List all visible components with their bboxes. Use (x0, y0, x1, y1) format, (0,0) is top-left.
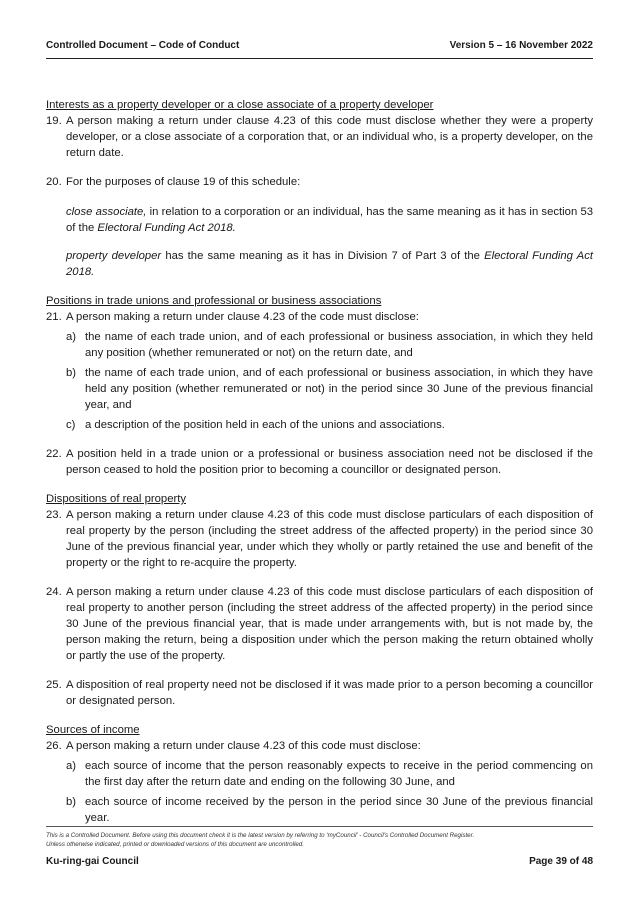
clause-text: A position held in a trade union or a professional or business association need not be disclosed if the person ceased to hold the position prior to becoming a councillor or designated person. (66, 448, 593, 476)
clause-21-items (66, 329, 593, 433)
item-text: the name of each trade union, and of each professional or business association, in which they have held any position (whether remunerated or not) in the period since 30 June of the previous financial year, and (85, 367, 593, 411)
item-letter: a) (66, 760, 77, 772)
clause-number: 26. (46, 740, 62, 752)
clause-text: A person making a return under clause 4.23 of this code must disclose whether they were a property developer, or a close associate of a corporation that, or an individual who, is a property developer, on the return date. (66, 115, 593, 159)
item-text: each source of income received by the person in the period since 30 June of the previous financial year. (85, 796, 593, 824)
definition-close-associate (66, 204, 593, 236)
section-sources-of-income (46, 722, 593, 826)
section-heading: Sources of income (46, 724, 140, 736)
clause-text: For the purposes of clause 19 of this schedule: (66, 176, 301, 188)
clause-number: 25. (46, 679, 62, 691)
item-text: a description of the position held in each of the unions and associations. (85, 419, 445, 431)
clause-20 (46, 174, 593, 190)
page-footer (46, 856, 593, 867)
clause-25 (46, 677, 593, 709)
clause-number: 23. (46, 509, 62, 521)
page-header (46, 40, 593, 59)
definitions (66, 204, 593, 280)
controlled-document-notice (46, 826, 593, 849)
section-heading: Positions in trade unions and professional or business associations (46, 295, 382, 307)
list-item (66, 758, 593, 790)
section-property-developer (46, 97, 593, 280)
definition-term: close associate, (66, 206, 147, 218)
clause-22 (46, 446, 593, 478)
list-item (66, 417, 593, 433)
page-number: Page 39 of 48 (529, 856, 593, 867)
header-document-title: Controlled Document – Code of Conduct (46, 40, 240, 51)
clause-number: 20. (46, 176, 62, 188)
footer-organisation: Ku-ring-gai Council (46, 856, 139, 867)
clause-number: 22. (46, 448, 62, 460)
definition-text: in relation to a corporation or an individual, has the same meaning as it has in section 53 of the (66, 206, 594, 234)
list-item (66, 794, 593, 826)
clause-text: A person making a return under clause 4.23 of this code must disclose particulars of each disposition of real property by the person (including the street address of the affected property) in the period since 30 June of the previous financial year, under which they wholly or partly retained the use and benefit of the property or the right to re-acquire the property. (66, 509, 593, 569)
notice-line: Unless otherwise indicated, printed or downloaded versions of this document are uncontrolled. (46, 841, 304, 848)
act-name: Electoral Funding Act 2018. (66, 250, 593, 278)
clause-21 (46, 309, 593, 325)
clause-23 (46, 507, 593, 571)
document-body (46, 97, 593, 830)
clause-24 (46, 584, 593, 664)
section-heading: Interests as a property developer or a close associate of a property developer (46, 99, 434, 111)
item-letter: b) (66, 367, 77, 379)
section-trade-unions (46, 293, 593, 478)
clause-26 (46, 738, 593, 754)
clause-number: 19. (46, 115, 62, 127)
clause-26-items (66, 758, 593, 826)
clause-number: 24. (46, 586, 62, 598)
definition-term: property developer (66, 250, 162, 262)
item-letter: b) (66, 796, 77, 808)
list-item (66, 329, 593, 361)
item-text: the name of each trade union, and of each professional or business association, in which they held any position (whether remunerated or not) on the return date, and (85, 331, 593, 359)
act-name: Electoral Funding Act 2018. (97, 222, 236, 234)
header-version: Version 5 – 16 November 2022 (449, 40, 593, 51)
item-letter: a) (66, 331, 77, 343)
definition-property-developer (66, 248, 593, 280)
notice-line: This is a Controlled Document. Before using this document check it is the latest version by referring to ‘myCouncil’ - Council’s Controlled Document Register. (46, 832, 475, 839)
list-item (66, 365, 593, 413)
item-text: each source of income that the person reasonably expects to receive in the period commencing on the first day after the return date and ending on the following 30 June, and (85, 760, 593, 788)
section-dispositions (46, 491, 593, 709)
definition-text: has the same meaning as it has in Division 7 of Part 3 of the (161, 250, 485, 262)
section-heading: Dispositions of real property (46, 493, 187, 505)
clause-number: 21. (46, 311, 62, 323)
clause-text: A person making a return under clause 4.23 of this code must disclose particulars of each disposition of real property to another person (including the street address of the affected property) in the period since 30 June of the previous financial year, that is made under arrangements with, but is not made by, the person making the return, being a disposition under which the person making the return obtained wholly or partly the use of the property. (66, 586, 593, 662)
clause-text: A person making a return under clause 4.23 of the code must disclose: (66, 311, 419, 323)
clause-19 (46, 113, 593, 161)
item-letter: c) (66, 419, 76, 431)
clause-text: A person making a return under clause 4.23 of this code must disclose: (66, 740, 421, 752)
clause-text: A disposition of real property need not be disclosed if it was made prior to a person becoming a councillor or designated person. (66, 679, 593, 707)
